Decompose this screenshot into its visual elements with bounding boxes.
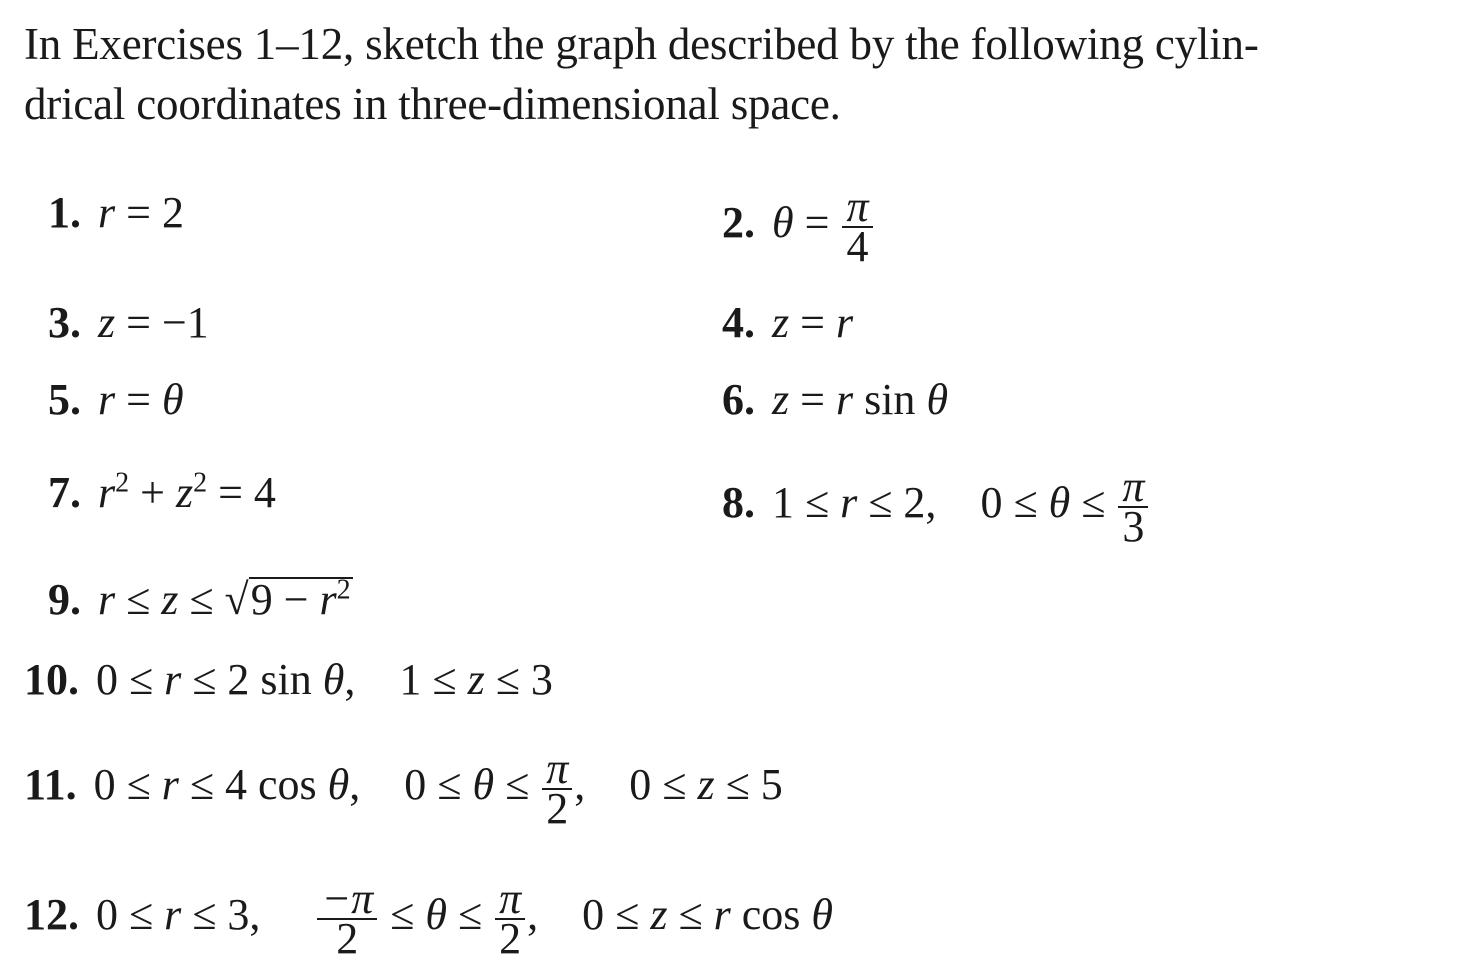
exercise-number: 1. — [48, 188, 81, 237]
exercise-5: 5. r = θ — [48, 375, 184, 424]
exercise-3: 3. z = −1 — [48, 298, 209, 347]
exercise-number: 9. — [48, 575, 81, 624]
exercise-2: 2. θ = $\frac{\pi}{4}$ — [722, 188, 875, 266]
exercise-number: 12. — [24, 890, 79, 940]
square-root: $9 - r^2$ — [250, 574, 351, 624]
exercise-number: 2. — [722, 198, 755, 248]
fraction: $\frac{\pi}{2}$ — [495, 880, 525, 958]
exercise-12: 12. 0 ≤ r ≤ 3, $\frac{-\pi}{2}$ ≤ θ ≤ $\frac{\pi}{2}$ , 0 ≤ z ≤ r cos θ — [24, 874, 833, 963]
exercise-1: 1. r = 2 — [48, 188, 184, 237]
intro-line-2: drical coordinates in three-dimensional space. — [24, 79, 841, 129]
intro-line-1: In Exercises 1–12, sketch the graph described by the following cylin- — [24, 19, 1259, 69]
fraction: $\frac{\pi}{3}$ — [1118, 468, 1148, 546]
exercise-4: 4. z = r — [722, 298, 854, 347]
fraction: $\frac{-\pi}{2}$ — [317, 880, 377, 958]
exercise-7: 7. $r^2 + z^2 = 4$ — [48, 467, 276, 517]
exercise-number: 6. — [722, 375, 755, 424]
exercise-number: 11. — [24, 760, 77, 810]
fraction: $\frac{\pi}{4}$ — [842, 188, 872, 266]
exercise-number: 10. — [24, 655, 79, 704]
exercise-9: 9. $r \le z \le √9 - r^2$ — [48, 574, 351, 624]
exercise-8: 8. 1 ≤ r ≤ 2, 0 ≤ θ ≤ $\frac{\pi}{3}$ — [722, 468, 1150, 546]
exercise-10: 10. 0 ≤ r ≤ 2 sin θ, 1 ≤ z ≤ 3 — [24, 655, 553, 704]
exercise-number: 4. — [722, 298, 755, 347]
exercise-number: 5. — [48, 375, 81, 424]
exercise-intro — [24, 14, 1259, 134]
exercise-number: 3. — [48, 298, 81, 347]
exercise-number: 8. — [722, 478, 755, 528]
exercise-6: 6. z = r sin θ — [722, 375, 949, 424]
exercise-number: 7. — [48, 468, 81, 517]
fraction: $\frac{\pi}{2}$ — [542, 750, 572, 828]
exercise-11: 11. 0 ≤ r ≤ 4 cos θ, 0 ≤ θ ≤ $\frac{\pi}{2}$ , 0 ≤ z ≤ 5 — [24, 744, 783, 833]
